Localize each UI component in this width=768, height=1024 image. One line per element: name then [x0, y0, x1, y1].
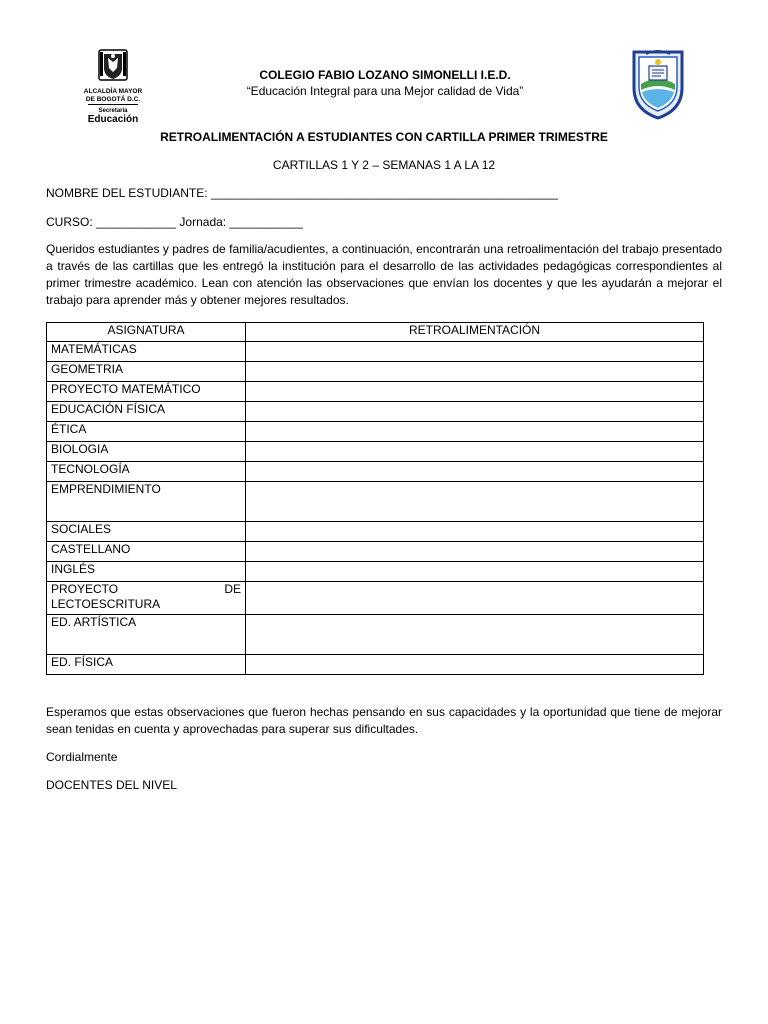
alcaldia-logo — [74, 48, 152, 125]
school-motto: “Educación Integral para una Mejor calidad de Vida” — [246, 84, 524, 98]
alcaldia-name: ALCALDÍA MAYOR — [83, 88, 143, 95]
course-shift-field[interactable]: CURSO: ____________ Jornada: ___________ — [46, 215, 303, 229]
subject-cell: INGLÉS — [47, 562, 246, 582]
header-subject: ASIGNATURA — [47, 323, 246, 342]
table-header-row — [47, 323, 704, 342]
subject-cell: ÉTICA — [47, 422, 246, 442]
school-seal-icon — [628, 44, 688, 120]
coat-of-arms-icon — [96, 48, 130, 82]
feedback-cell[interactable] — [246, 582, 704, 615]
subject-cell: GEOMETRIA — [47, 362, 246, 382]
feedback-table — [46, 322, 704, 675]
table-row — [47, 562, 704, 582]
table-row — [47, 422, 704, 442]
subject-cell: EMPRENDIMIENTO — [47, 482, 246, 522]
school-name: COLEGIO FABIO LOZANO SIMONELLI I.E.D. — [259, 68, 511, 82]
table-row — [47, 482, 704, 522]
subject-cell: ED. ARTÍSTICA — [47, 615, 246, 655]
feedback-cell[interactable] — [246, 462, 704, 482]
subject-cell: PROYECTO MATEMÁTICO — [47, 382, 246, 402]
table-row — [47, 402, 704, 422]
feedback-cell[interactable] — [246, 402, 704, 422]
table-row — [47, 442, 704, 462]
student-name-field[interactable]: NOMBRE DEL ESTUDIANTE: ____________________________________________________ — [46, 186, 558, 200]
secretaria-label: Secretaría — [98, 108, 128, 114]
logo-divider — [88, 104, 138, 105]
subject-cell: BIOLOGIA — [47, 442, 246, 462]
educacion-label: Educación — [87, 114, 139, 125]
table-row — [47, 542, 704, 562]
feedback-cell[interactable] — [246, 442, 704, 462]
feedback-cell[interactable] — [246, 522, 704, 542]
school-seal-logo — [628, 44, 688, 120]
feedback-cell[interactable] — [246, 382, 704, 402]
regards-text: Cordialmente — [46, 750, 118, 764]
header-feedback: RETROALIMENTACIÓN — [246, 323, 704, 342]
bogota-name: DE BOGOTÁ D.C. — [85, 96, 141, 103]
feedback-cell[interactable] — [246, 362, 704, 382]
table-row — [47, 655, 704, 675]
table-row — [47, 382, 704, 402]
feedback-cell[interactable] — [246, 422, 704, 442]
feedback-cell[interactable] — [246, 655, 704, 675]
feedback-cell[interactable] — [246, 615, 704, 655]
subject-cell: ED. FÍSICA — [47, 655, 246, 675]
subject-part: PROYECTO — [51, 582, 119, 596]
table-row — [47, 615, 704, 655]
subject-cell: TECNOLOGÍA — [47, 462, 246, 482]
signature-text: DOCENTES DEL NIVEL — [46, 778, 177, 792]
subject-part: DE — [224, 582, 241, 596]
document-subtitle: CARTILLAS 1 Y 2 – SEMANAS 1 A LA 12 — [272, 158, 496, 172]
subject-cell: CASTELLANO — [47, 542, 246, 562]
table-row — [47, 582, 704, 615]
feedback-cell[interactable] — [246, 482, 704, 522]
feedback-cell[interactable] — [246, 542, 704, 562]
table-row — [47, 462, 704, 482]
document-title: RETROALIMENTACIÓN A ESTUDIANTES CON CARTILLA PRIMER TRIMESTRE — [160, 130, 608, 144]
subject-cell — [47, 582, 246, 615]
subject-part: LECTOESCRITURA — [51, 597, 161, 611]
subject-cell: MATEMÁTICAS — [47, 342, 246, 362]
feedback-cell[interactable] — [246, 562, 704, 582]
feedback-cell[interactable] — [246, 342, 704, 362]
table-row — [47, 362, 704, 382]
subject-cell: SOCIALES — [47, 522, 246, 542]
intro-paragraph: Queridos estudiantes y padres de familia/acudientes, a continuación, encontrarán una retroalimentación del trabajo presentado a través de las cartillas que les entregó la institución para el desarrollo de las actividades pedagógicas correspondientes al primer trimestre académico. Lean con atención las observaciones que envían los docentes y que les ayudarán a mejorar el trabajo para aprender más y obtener mejores resultados. — [46, 242, 722, 307]
table-row — [47, 522, 704, 542]
table-row — [47, 342, 704, 362]
closing-paragraph: Esperamos que estas observaciones que fueron hechas pensando en sus capacidades y la oportunidad que tiene de mejorar sean tenidas en cuenta y aprovechadas para superar sus dificultades. — [46, 705, 722, 736]
subject-cell: EDUCACIÓN FÍSICA — [47, 402, 246, 422]
